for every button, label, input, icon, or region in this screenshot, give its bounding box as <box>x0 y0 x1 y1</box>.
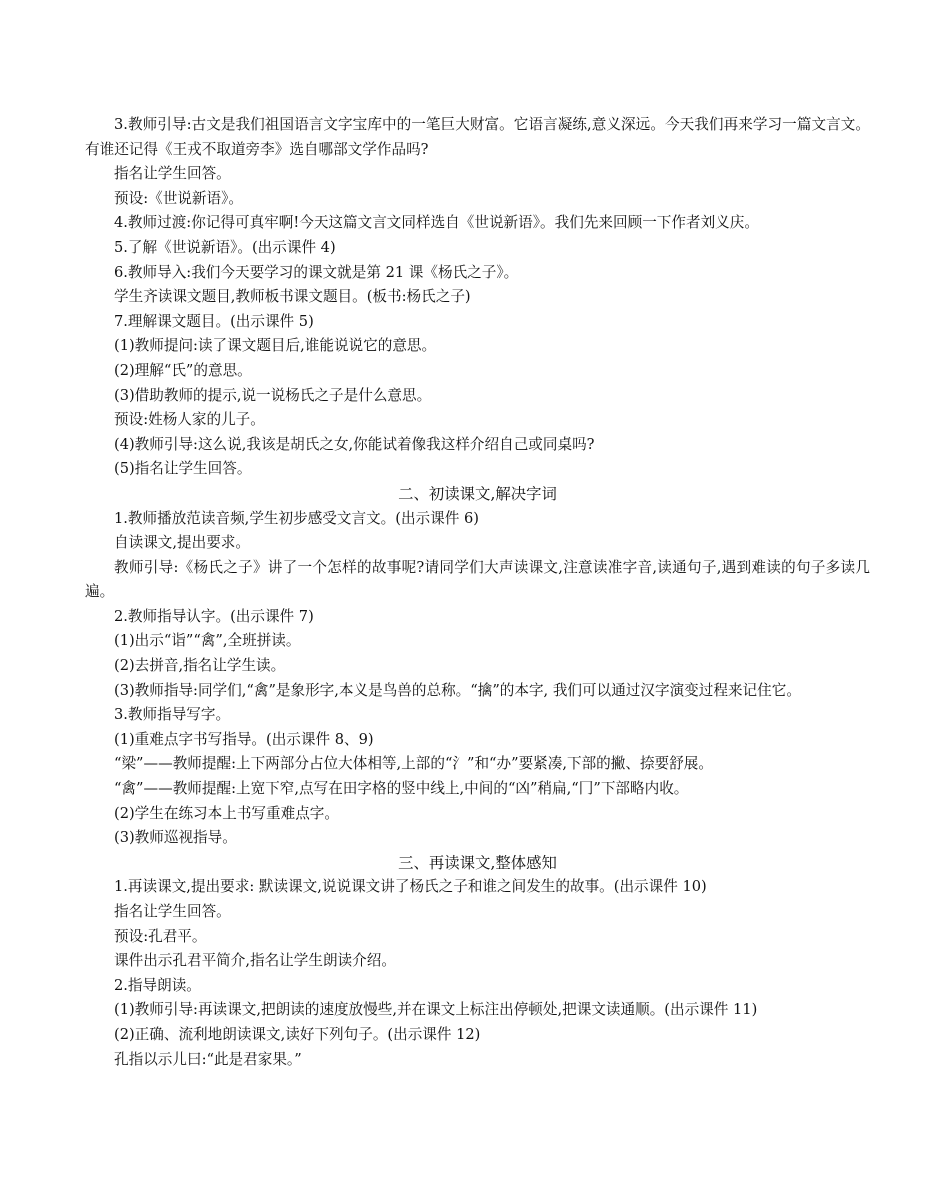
section-heading: 二、初读课文,解决字词 <box>398 484 557 503</box>
paragraph: (2)正确、流利地朗读课文,读好下列句子。(出示课件 12) <box>114 1025 481 1043</box>
paragraph: (3)教师巡视指导。 <box>114 829 237 847</box>
paragraph: 3.教师指导写字。 <box>114 706 231 724</box>
paragraph: “禽”——教师提醒:上宽下窄,点写在田字格的竖中线上,中间的“凶”稍扁,“冂”下部略内收。 <box>114 780 689 798</box>
paragraph: (2)学生在练习本上书写重难点字。 <box>114 804 339 822</box>
paragraph: 指名让学生回答。 <box>114 165 231 183</box>
paragraph: 3.教师引导:古文是我们祖国语言文字宝库中的一笔巨大财富。它语言凝练,意义深远。今天我们再来学习一篇文言文。有谁还记得《王戎不取道旁李》选自哪部文学作品吗? <box>85 116 870 158</box>
paragraph: 1.再读课文,提出要求: 默读课文,说说课文讲了杨氏之子和谁之间发生的故事。(出示课件 10) <box>114 878 707 896</box>
paragraph: 预设:姓杨人家的儿子。 <box>114 411 265 429</box>
paragraph: 2.指导朗读。 <box>114 976 201 994</box>
paragraph: 7.理解课文题目。(出示课件 5) <box>114 312 314 330</box>
paragraph: (2)去拼音,指名让学生读。 <box>114 657 286 675</box>
document-body <box>85 113 870 1072</box>
paragraph: (5)指名让学生回答。 <box>114 460 252 478</box>
paragraph: (1)教师提问:读了课文题目后,谁能说说它的意思。 <box>114 337 437 355</box>
paragraph: 自读课文,提出要求。 <box>114 534 250 552</box>
paragraph: (2)理解“氏”的意思。 <box>114 361 252 379</box>
paragraph: 学生齐读课文题目,教师板书课文题目。(板书:杨氏之子) <box>114 288 471 306</box>
paragraph: 1.教师播放范读音频,学生初步感受文言文。(出示课件 6) <box>114 509 479 527</box>
paragraph: (1)重难点字书写指导。(出示课件 8、9) <box>114 730 374 748</box>
paragraph: 教师引导:《杨氏之子》讲了一个怎样的故事呢?请同学们大声读课文,注意读准字音,读通句子,遇到难读的句子多读几遍。 <box>85 558 870 601</box>
paragraph: 孔指以示儿曰:“此是君家果。” <box>114 1050 302 1068</box>
paragraph: 课件出示孔君平简介,指名让学生朗读介绍。 <box>114 952 396 970</box>
paragraph: (1)出示“诣”“禽”,全班拼读。 <box>114 632 301 650</box>
paragraph: 预设:《世说新语》。 <box>114 189 243 207</box>
paragraph: “梁”——教师提醒:上下两部分占位大体相等,上部的“氵”和“办”要紧凑,下部的撇、捺要舒展。 <box>114 755 713 773</box>
section-heading: 三、再读课文,整体感知 <box>398 853 557 872</box>
paragraph: 预设:孔君平。 <box>114 927 207 945</box>
paragraph: (3)借助教师的提示,说一说杨氏之子是什么意思。 <box>114 386 432 404</box>
paragraph: 指名让学生回答。 <box>114 903 231 920</box>
paragraph: (4)教师引导:这么说,我该是胡氏之女,你能试着像我这样介绍自己或同桌吗? <box>114 435 595 453</box>
paragraph: (1)教师引导:再读课文,把朗读的速度放慢些,并在课文上标注出停顿处,把课文读通顺。(出示课件 11) <box>114 1001 758 1019</box>
paragraph: 4.教师过渡:你记得可真牢啊!今天这篇文言文同样选自《世说新语》。我们先来回顾一下作者刘义庆。 <box>114 214 759 232</box>
paragraph: (3)教师指导:同学们,“禽”是象形字,本义是鸟兽的总称。“擒”的本字, 我们可以通过汉字演变过程来记住它。 <box>114 681 801 699</box>
paragraph: 2.教师指导认字。(出示课件 7) <box>114 607 314 625</box>
paragraph: 6.教师导入:我们今天要学习的课文就是第 21 课《杨氏之子》。 <box>114 263 519 281</box>
paragraph: 5.了解《世说新语》。(出示课件 4) <box>114 238 336 256</box>
